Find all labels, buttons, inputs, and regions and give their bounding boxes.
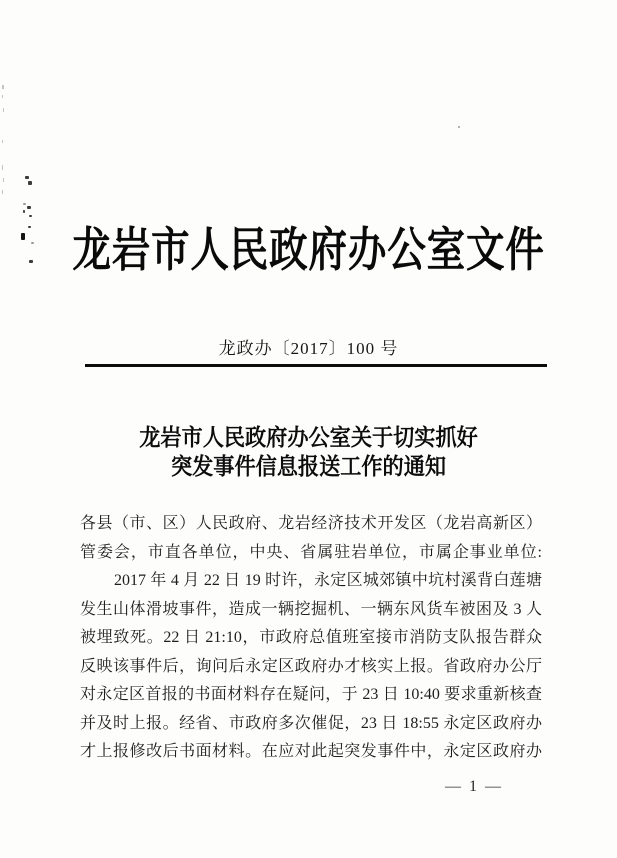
scan-edge-mark [3,108,4,112]
body-line: 对永定区首报的书面材料存在疑问，于 23 日 10:40 要求重新核查 [80,686,542,703]
document-body [80,510,542,767]
notice-title-line-2: 突发事件信息报送工作的通知 [170,454,447,479]
scan-speck [31,242,34,244]
body-line: 被埋致死。22 日 21:10，市政府总值班室接市消防支队报告群众 [80,629,542,646]
scan-speck [29,215,32,217]
scan-speck [21,233,25,240]
body-line: 才上报修改后书面材料。在应对此起突发事件中，永定区政府办 [80,743,542,760]
body-line: 并及时上报。经省、市政府多次催促，23 日 18:55 永定区政府办 [80,714,542,732]
body-line-paragraph-start: 2017 年 4 月 22 日 19 时许，永定区城郊镇中坑村溪背白莲塘 [114,572,542,589]
scan-speck [25,176,29,179]
scan-edge-mark [2,140,3,143]
scan-edge-mark [2,190,3,194]
scan-edge-mark [2,85,4,89]
body-line: 反映该事件后，询问后永定区政府办才核实上报。省政府办公厅 [80,657,542,675]
document-masthead-title: 龙岩市人民政府办公室文件 [72,225,545,277]
scan-speck [23,203,26,205]
document-reference-number: 龙政办〔2017〕100 号 [218,339,399,358]
scan-edge-mark [3,178,4,182]
scan-speck [27,206,31,209]
scan-speck [458,126,460,128]
notice-title-line-1: 龙岩市人民政府办公室关于切实抓好 [139,425,478,450]
scan-speck [29,260,33,263]
body-line-recipients-2: 管委会，市直各单位，中央、省属驻岩单位，市属企事业单位: [80,543,542,561]
scan-speck [23,210,25,213]
header-divider-rule [85,364,547,367]
notice-title [25,423,593,481]
body-line: 发生山体滑坡事件，造成一辆挖掘机、一辆东风货车被困及 3 人 [80,600,542,618]
body-line-recipients-1: 各县（市、区）人民政府、龙岩经济技术开发区（龙岩高新区） [80,515,542,532]
scan-speck [28,181,32,185]
scan-edge-mark [2,165,3,170]
page-number: — 1 — [445,778,503,795]
scan-edge-mark [2,95,3,98]
scan-speck [28,226,31,228]
